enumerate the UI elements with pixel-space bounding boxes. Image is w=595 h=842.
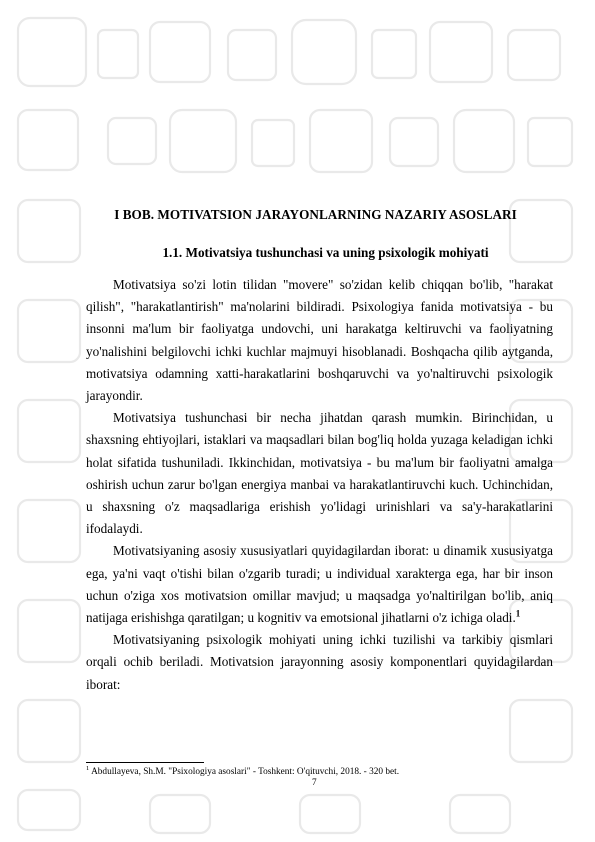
paragraph-1	[86, 274, 553, 407]
paragraph-3	[86, 540, 553, 629]
paragraph-1-text: Motivatsiya so'zi lotin tilidan "movere" so'zidan kelib chiqqan bo'lib, "harakat qilish", "harakatlantirish" ma'nolarini bildiradi. Psixologiya fanida motivatsiya - bu insonni ma'lum bir faoliyatga undovchi, uni harakatga keltiruvchi va faoliyatning yo'nalishini belgilovchi ichki kuchlar majmuyi hisoblanadi. Boshqacha qilib aytganda, motivatsiya odamning xatti-harakatlarini boshqaruvchi va yo'naltiruvchi psixologik jarayondir.	[86, 277, 553, 404]
paragraph-4-text: Motivatsiyaning psixologik mohiyati uning ichki tuzilishi va tarkibiy qismlari orqali ochib beriladi. Motivatsion jarayonning asosiy komponentlari quyidagilardan iborat:	[86, 632, 553, 692]
footnote-number: 1	[86, 765, 90, 772]
paragraph-2-text: Motivatsiya tushunchasi bir necha jihatdan qarash mumkin. Birinchidan, u shaxsning ehtiyojlari, istaklari va maqsadlari bilan bog'liq holda yuzaga keladigan ichki holat sifatida tushuniladi. Ikkinchidan, motivatsiya - bu ma'lum bir faoliyatni amalga oshirish uchun zarur bo'lgan energiya manbai va harakatlantiruvchi kuch. Uchinchidan, u shaxsning o'z maqsadlariga erishish yo'lidagi urinishlari va sa'y-harakatlarini ifodalaydi.	[86, 410, 553, 537]
footnote	[86, 765, 399, 777]
paragraph-3-text: Motivatsiyaning asosiy xususiyatlari quyidagilardan iborat: u dinamik xususiyatga ega, ya'ni vaqt o'tishi bilan o'zgarib turadi; u individual xarakterga ega, har bir inson uchun o'ziga xos motivatsion omillar mavjud; u maqsadga yo'naltirilgan bo'lib, aniq natijaga erishishga qaratilgan; u kognitiv va emotsional jihatlarni o'z ichiga oladi.	[86, 543, 553, 626]
footnote-text: Abdullayeva, Sh.M. "Psixologiya asoslari" - Toshkent: O'qituvchi, 2018. - 320 bet.	[91, 767, 400, 778]
paragraph-4	[86, 629, 553, 696]
paragraph-2	[86, 407, 553, 540]
body-text	[86, 274, 553, 696]
page-number: 7	[312, 778, 317, 788]
footnote-divider	[86, 762, 204, 763]
chapter-title: I BOB. MOTIVATSION JARAYONLARNING NAZARIY ASOSLARI	[114, 207, 517, 222]
section-title: 1.1. Motivatsiya tushunchasi va uning psixologik mohiyati	[162, 245, 489, 260]
footnote-reference[interactable]: 1	[515, 608, 521, 619]
document-page	[86, 207, 553, 696]
